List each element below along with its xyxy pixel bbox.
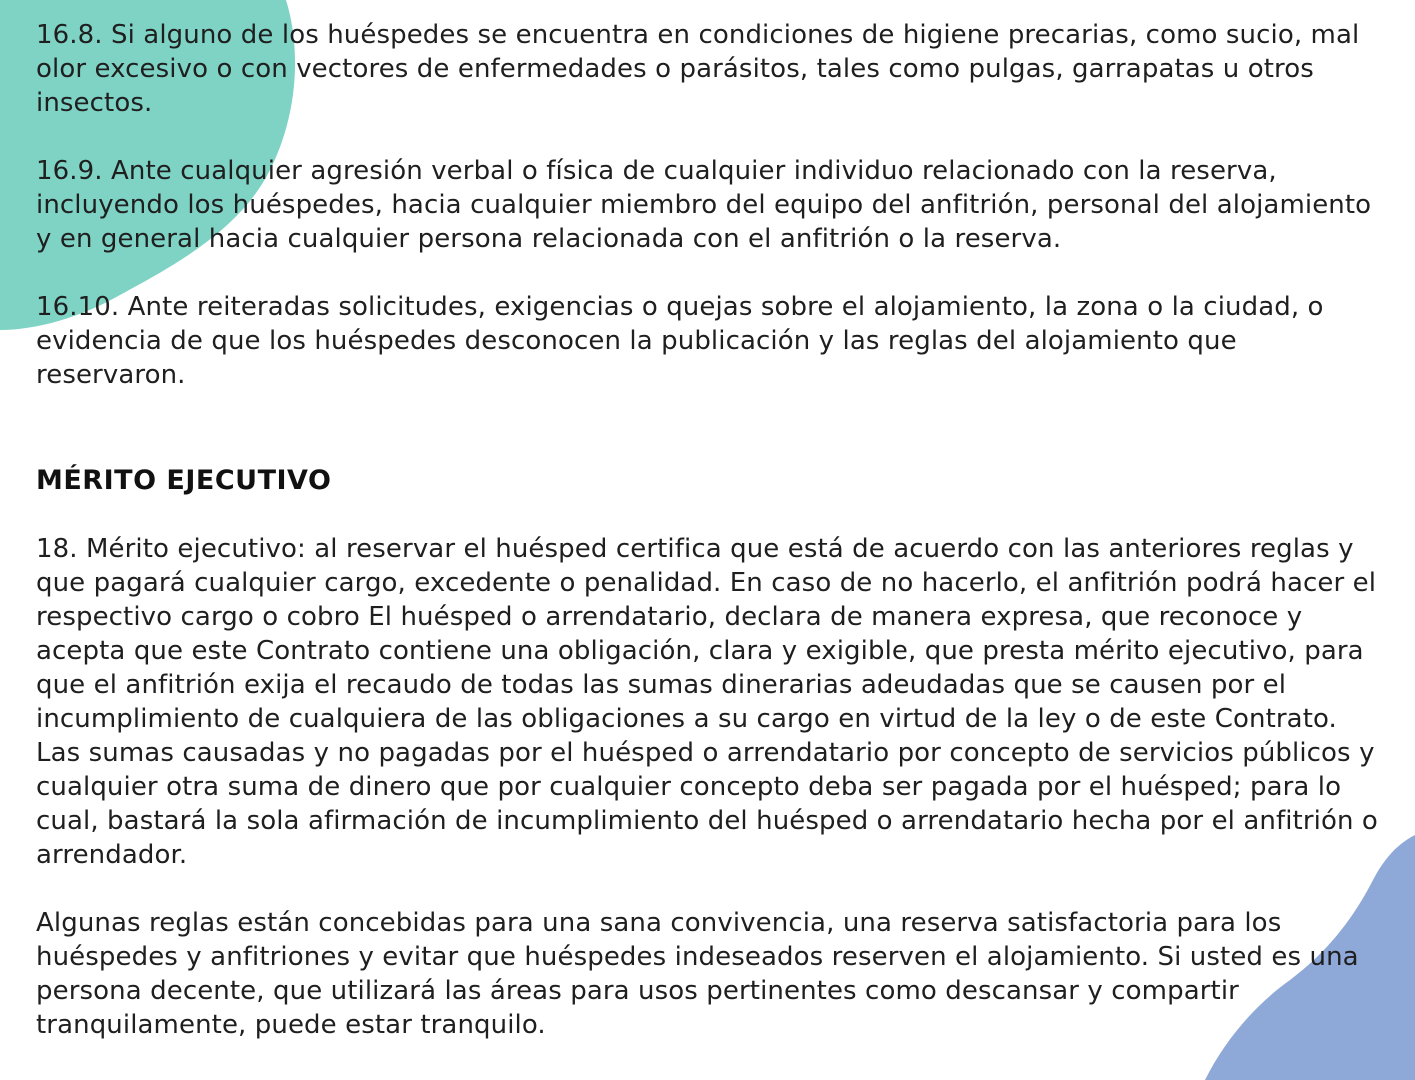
clause-16-8: 16.8. Si alguno de los huéspedes se encuentra en condiciones de higiene precarias, como sucio, mal olor excesivo o con vectores de enfermedades o parásitos, tales como pulgas, garrapatas u otros insectos. bbox=[36, 20, 1360, 118]
section-heading: MÉRITO EJECUTIVO bbox=[36, 465, 332, 496]
clause-16-10: 16.10. Ante reiteradas solicitudes, exigencias o quejas sobre el alojamiento, la zona o la ciudad, o evidencia de que los huéspedes desconocen la publicación y las reglas del alojamiento que reservaron. bbox=[36, 292, 1324, 390]
clause-16-9: 16.9. Ante cualquier agresión verbal o física de cualquier individuo relacionado con la reserva, incluyendo los huéspedes, hacia cualquier miembro del equipo del anfitrión, personal del alojamiento y en general hacia cualquier persona relacionada con el anfitrión o la reserva. bbox=[36, 156, 1372, 254]
clause-18: 18. Mérito ejecutivo: al reservar el huésped certifica que está de acuerdo con las anteriores reglas y que pagará cualquier cargo, excedente o penalidad. En caso de no hacerlo, el anfitrión podrá hacer el respectivo cargo o cobro El huésped o arrendatario, declara de manera expresa, que reconoce y acepta que este Contrato contiene una obligación, clara y exigible, que presta mérito ejecutivo, para que el anfitrión exija el recaudo de todas las sumas dinerarias adeudadas que se causen por el incumplimiento de cualquiera de las obligaciones a su cargo en virtud de la ley o de este Contrato. Las sumas causadas y no pagadas por el huésped o arrendatario por concepto de servicios públicos y cualquier otra suma de dinero que por cualquier concepto deba ser pagada por el huésped; para lo cual, bastará la sola afirmación de incumplimiento del huésped o arrendatario hecha por el anfitrión o arrendador. bbox=[36, 534, 1378, 870]
closing-note: Algunas reglas están concebidas para una sana convivencia, una reserva satisfactoria para los huéspedes y anfitriones y evitar que huéspedes indeseados reserven el alojamiento. Si usted es una persona decente, que utilizará las áreas para usos pertinentes como descansar y compartir tranquilamente, puede estar tranquilo. bbox=[36, 908, 1359, 1040]
document-body bbox=[36, 18, 1381, 1042]
